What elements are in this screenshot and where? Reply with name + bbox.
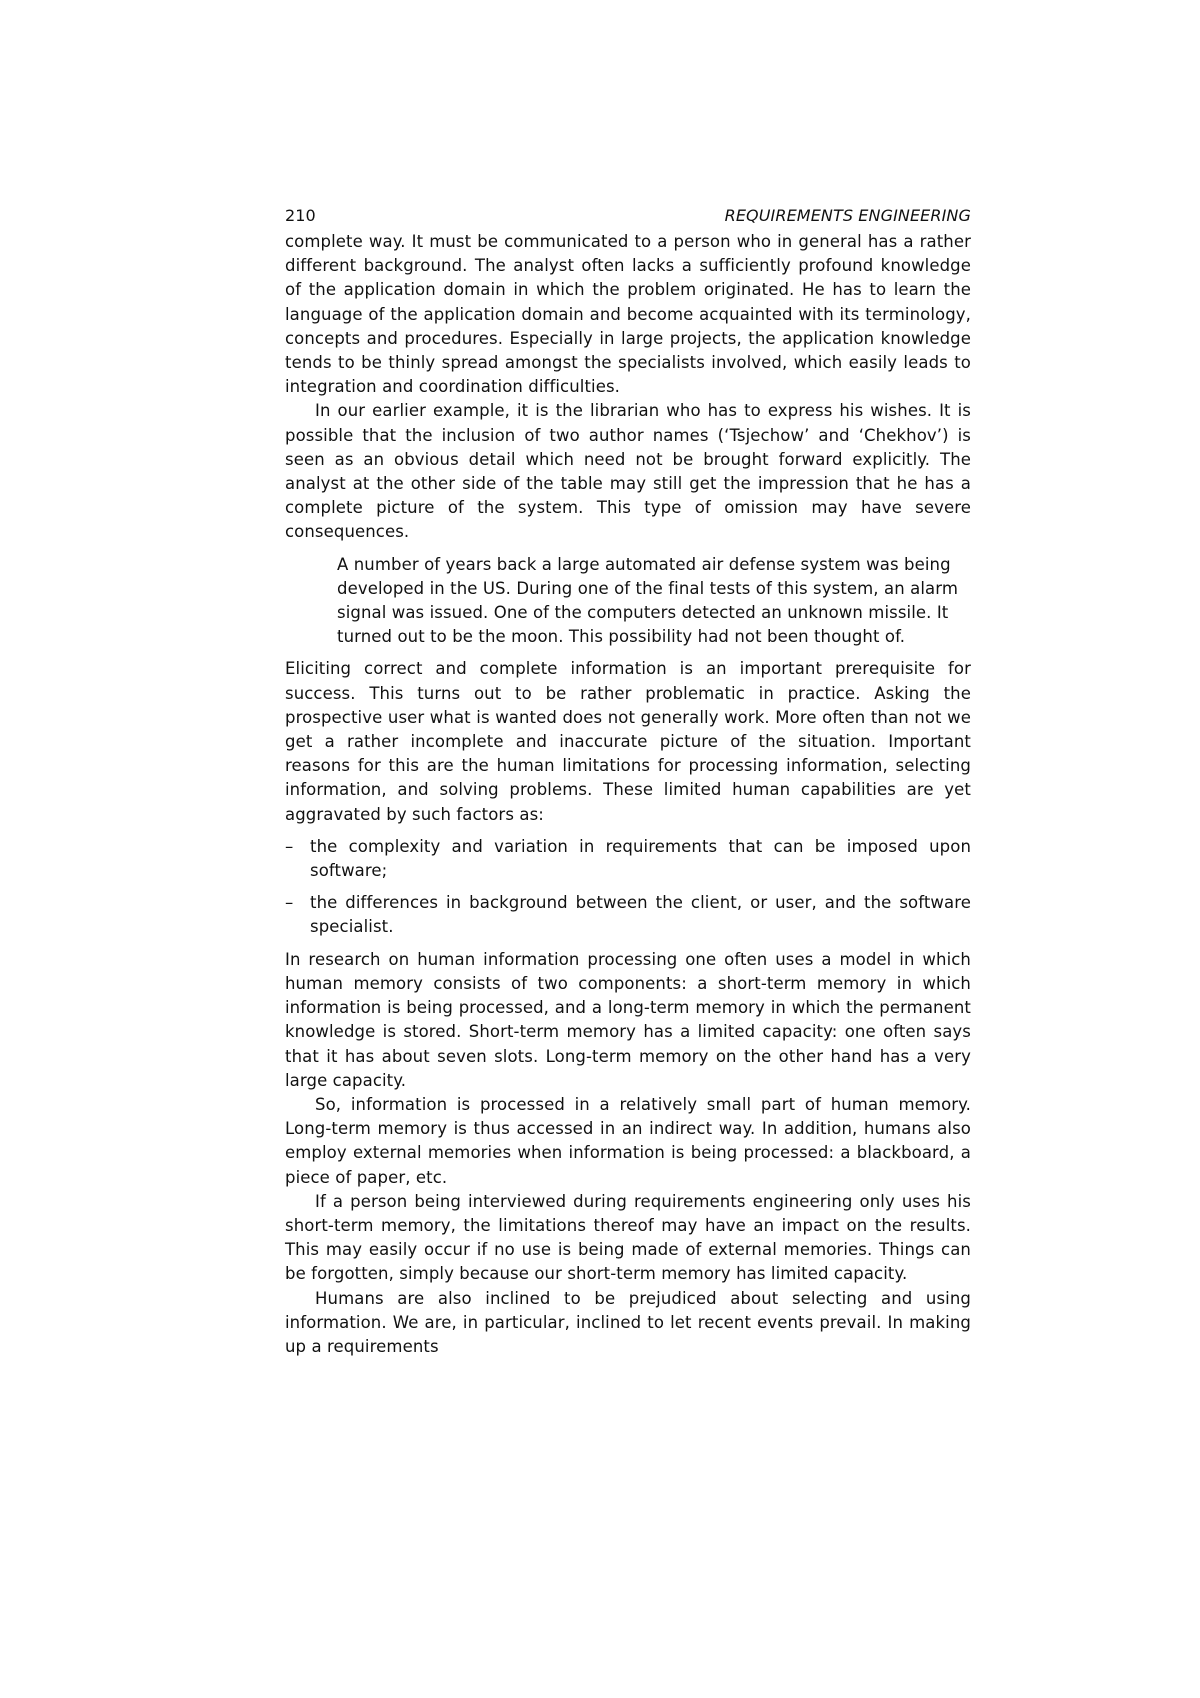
paragraph-3: Eliciting correct and complete information is an important prerequisite for success. This turns out to be rather problematic in practice. Asking the prospective user what is wanted does not generally work. More often than not we get a rather incomplete and inaccurate picture of the situation. Important reasons for this are the human limitations for processing information, selecting information, and solving problems. These limited human capabilities are yet aggravated by such factors as: (285, 659, 971, 824)
block-quote (337, 553, 958, 650)
list-item-text: the complexity and variation in requirements that can be imposed upon software; (310, 836, 971, 881)
paragraph-7: Humans are also inclined to be prejudiced about selecting and using information. We are, in particular, inclined to let recent events prevail. In making up a requirements (285, 1288, 971, 1356)
paragraph-1: complete way. It must be communicated to a person who in general has a rather different background. The analyst often lacks a sufficiently profound knowledge of the application domain in which the problem originated. He has to learn the language of the application domain and become acquainted with its terminology, concepts and procedures. Especially in large projects, the application knowledge tends to be thinly spread amongst the specialists involved, which easily leads to integration and coordination difficulties. (285, 232, 971, 397)
list-item-text: the differences in background between the client, or user, and the software specialist. (310, 893, 971, 937)
running-head (285, 204, 971, 230)
page-number: 210 (285, 206, 316, 225)
paragraph-5: So, information is processed in a relatively small part of human memory. Long-term memory is thus accessed in an indirect way. In addition, humans also employ external memories when information is being processed: a blackboard, a piece of paper, etc. (285, 1094, 971, 1187)
quote-line: A number of years back a large automated air defense system was being (337, 554, 951, 574)
running-title: REQUIREMENTS ENGINEERING (724, 206, 971, 225)
quote-line: turned out to be the moon. This possibility had not been thought of. (337, 627, 906, 647)
book-page (285, 204, 971, 1359)
dash-bullet: – (285, 836, 294, 856)
quote-line: developed in the US. During one of the final tests of this system, an alarm (337, 578, 958, 598)
paragraph-4: In research on human information processing one often uses a model in which human memory consists of two components: a short-term memory in which information is being processed, and a long-term memory in which the permanent knowledge is stored. Short-term memory has a limited capacity: one often says that it has about seven slots. Long-term memory on the other hand has a very large capacity. (285, 949, 971, 1090)
dash-bullet: – (285, 893, 294, 913)
quote-line: signal was issued. One of the computers detected an unknown missile. It (337, 603, 949, 623)
list-item (285, 891, 971, 939)
paragraph-6: If a person being interviewed during requirements engineering only uses his short-term memory, the limitations thereof may have an impact on the results. This may easily occur if no use is being made of external memories. Things can be forgotten, simply because our short-term memory has limited capacity. (285, 1191, 971, 1284)
list-item (285, 835, 971, 883)
paragraph-2: In our earlier example, it is the librarian who has to express his wishes. It is possible that the inclusion of two author names (‘Tsjechow’ and ‘Chekhov’) is seen as an obvious detail which need not be brought forward explicitly. The analyst at the other side of the table may still get the impression that he has a complete picture of the system. This type of omission may have severe consequences. (285, 401, 971, 542)
